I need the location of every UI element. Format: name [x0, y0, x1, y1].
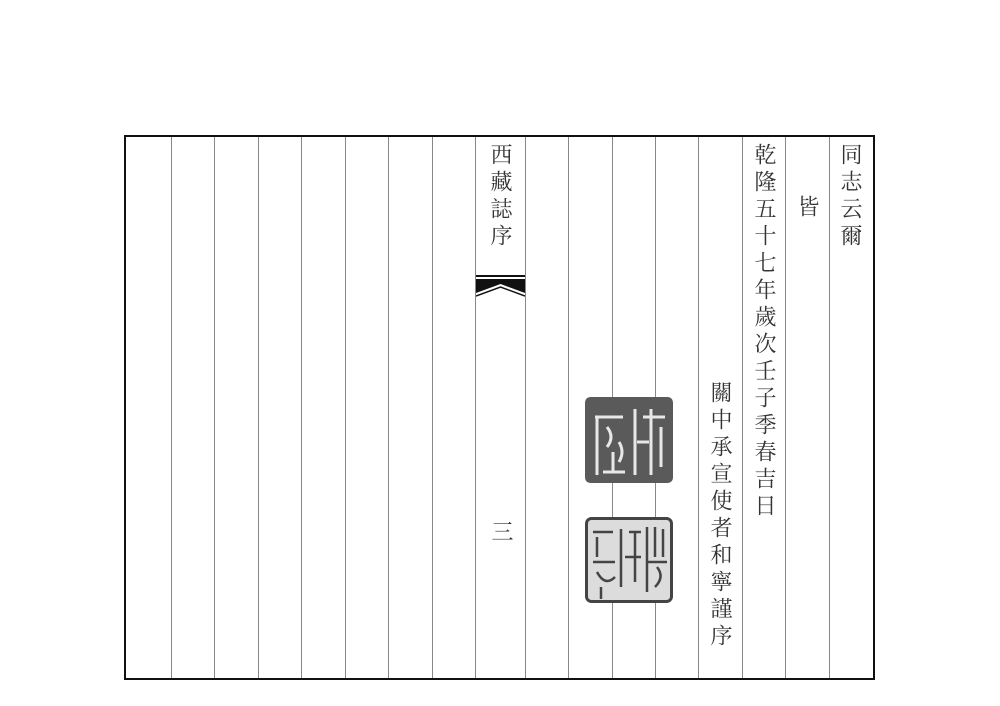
- column-rule: [568, 137, 569, 678]
- column-rule: [432, 137, 433, 678]
- column-rule: [388, 137, 389, 678]
- fishtail-ornament: [476, 275, 525, 297]
- column-rule: [698, 137, 699, 678]
- page-number: 三: [488, 520, 513, 547]
- column-rule: [301, 137, 302, 678]
- seal-1: [585, 397, 673, 483]
- text-column-2: 皆: [794, 195, 819, 222]
- column-rule: [475, 137, 476, 678]
- seal-2: [585, 517, 673, 603]
- text-column-4: 關中承宣使者和寧謹序: [707, 381, 732, 651]
- column-rule: [829, 137, 830, 678]
- text-column-3: 乾隆五十七年歲次壬子季春吉日: [751, 143, 776, 521]
- column-rule: [214, 137, 215, 678]
- book-title: 西藏誌序: [487, 143, 512, 251]
- text-column-1: 同志云爾: [837, 143, 862, 251]
- column-rule: [742, 137, 743, 678]
- column-rule: [258, 137, 259, 678]
- column-rule: [345, 137, 346, 678]
- column-rule: [171, 137, 172, 678]
- column-rule: [525, 137, 526, 678]
- column-rule: [785, 137, 786, 678]
